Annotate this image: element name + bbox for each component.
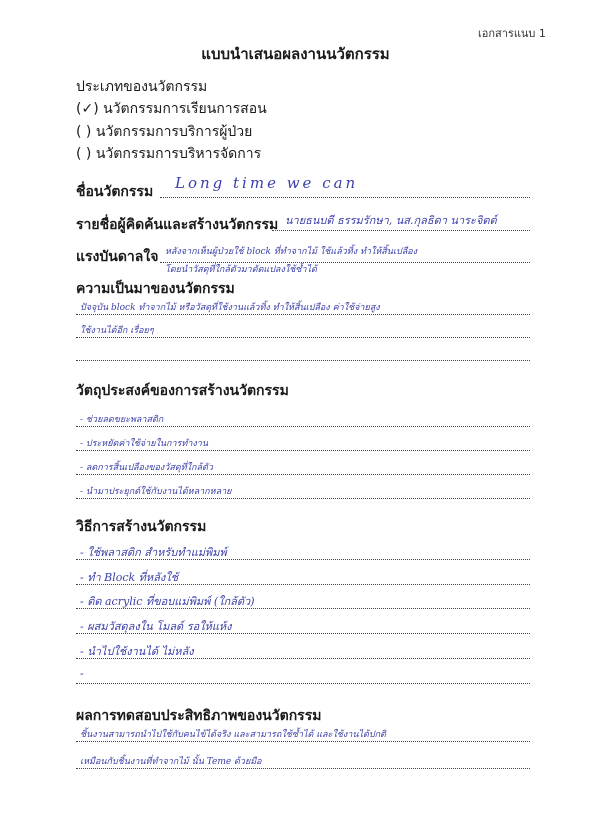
checked-mark: (✓)	[76, 101, 99, 117]
type-option-teaching	[76, 98, 267, 120]
type-option-patient-service	[76, 121, 252, 143]
name-label: ชื่อนวัตกรรม	[76, 184, 154, 200]
option-label: นวัตกรรมการบริการผู้ป่วย	[95, 124, 253, 140]
objective-item: - ช่วยลดขยะพลาสติก	[80, 415, 164, 425]
dotted-rule	[76, 474, 530, 475]
inspiration-line-1: หลังจากเห็นผู้ป่วยใช้ block ที่ทำจากไม้ ใช้แล้วทิ้ง ทำให้สิ้นเปลือง	[165, 247, 418, 257]
method-step: - ผสมวัสดุลงใน โมลด์ รอให้แห้ง	[80, 620, 232, 633]
method-step-blank: -	[80, 667, 84, 680]
results-text-2: เหมือนกับชิ้นงานที่ทำจากไม้ นั้น Teme ด้วยมือ	[80, 757, 262, 767]
background-heading: ความเป็นมาของนวัตกรรม	[76, 281, 235, 297]
dotted-rule	[76, 741, 530, 742]
document-number: เอกสารแนบ 1	[478, 27, 546, 40]
dotted-rule	[76, 768, 530, 769]
unchecked-mark: ( )	[76, 124, 92, 140]
unchecked-mark: ( )	[76, 146, 92, 162]
dotted-rule	[76, 360, 530, 361]
creators-line	[272, 230, 530, 231]
option-label: นวัตกรรมการบริหารจัดการ	[95, 146, 262, 162]
page-title: แบบนำเสนอผลงานนวัตกรรม	[201, 45, 390, 63]
dotted-rule	[76, 498, 530, 499]
background-text-2: ใช้งานได้อีก เรื่อยๆ	[80, 326, 154, 336]
objective-item: - ลดการสิ้นเปลืองของวัสดุที่ใกล้ตัว	[80, 463, 213, 473]
inspiration-label: แรงบันดาลใจ	[76, 249, 159, 265]
inspiration-line-2: โดยนำวัสดุที่ใกล้ตัวมาดัดแปลงใช้ซ้ำได้	[165, 265, 317, 275]
dotted-rule	[76, 426, 530, 427]
dotted-rule	[76, 683, 530, 684]
option-label: นวัตกรรมการเรียนการสอน	[103, 101, 267, 117]
name-line	[160, 197, 530, 198]
dotted-rule	[76, 337, 530, 338]
method-step: - นำไปใช้งานได้ ไม่หลัง	[80, 645, 194, 658]
method-heading: วิธีการสร้างนวัตกรรม	[76, 519, 207, 535]
name-value: Long time we can	[175, 174, 359, 192]
results-heading: ผลการทดสอบประสิทธิภาพของนวัตกรรม	[76, 708, 322, 724]
dotted-rule	[76, 314, 530, 315]
creators-value: นายธนบดี ธรรมรักษา, นส.กุลธิดา นาระจิตต์	[285, 214, 497, 227]
dotted-rule	[76, 450, 530, 451]
method-step: - ทำ Block ที่หลังใช้	[80, 571, 179, 584]
background-text-1: ปัจจุบัน block ทำจากไม้ หรือวัสดุที่ใช้งานแล้วทิ้ง ทำให้สิ้นเปลือง ค่าใช้จ่ายสูง	[80, 303, 380, 313]
results-text-1: ชิ้นงานสามารถนำไปใช้กับคนไข้ได้จริง และสามารถใช้ซ้ำได้ และใช้งานได้ปกติ	[80, 730, 386, 740]
method-step: - ติด acrylic ที่ขอบแม่พิมพ์ (ใกล้ตัว)	[80, 595, 255, 608]
objective-item: - นำมาประยุกต์ใช้กับงานได้หลากหลาย	[80, 487, 232, 497]
type-option-management	[76, 143, 261, 165]
type-heading: ประเภทของนวัตกรรม	[76, 79, 208, 95]
creators-label: รายชื่อผู้คิดค้นและสร้างนวัตกรรม	[76, 217, 279, 233]
objective-item: - ประหยัดค่าใช้จ่ายในการทำงาน	[80, 439, 208, 449]
method-step: - ใช้พลาสติก สำหรับทำแม่พิมพ์	[80, 546, 227, 559]
objectives-heading: วัตถุประสงค์ของการสร้างนวัตกรรม	[76, 383, 289, 399]
